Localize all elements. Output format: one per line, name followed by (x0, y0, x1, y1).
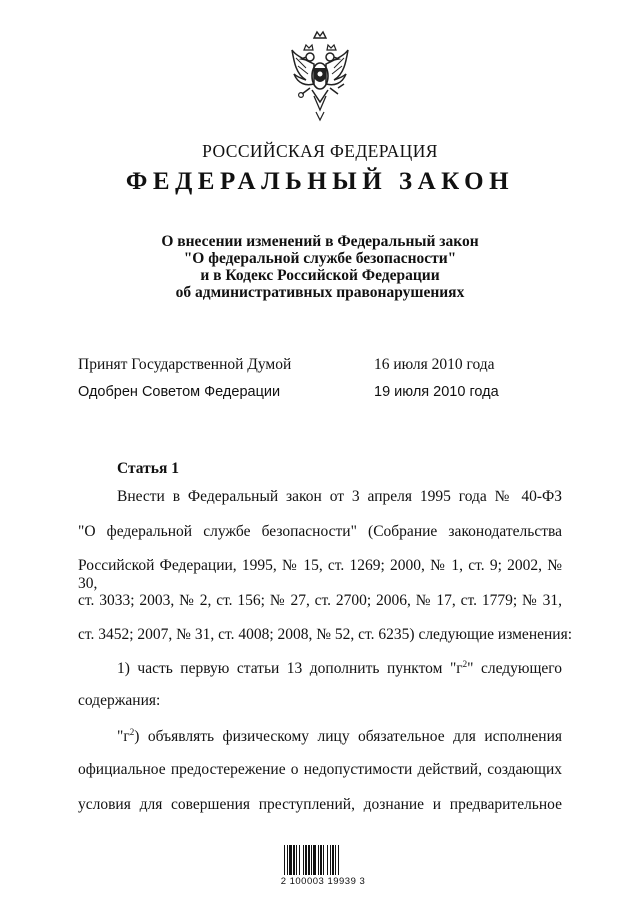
paragraph-line: "О федеральной службе безопасности" (Собрание законодательства (78, 523, 562, 540)
quote-line (117, 727, 562, 747)
barcode-bar (327, 845, 328, 875)
barcode-bar (318, 845, 319, 875)
quote-text: "$г^2$) объявлять физическому лицу обязательное для исполнения (117, 727, 562, 746)
adoption-date: 19 июля 2010 года (374, 384, 499, 400)
item-1-line (117, 659, 562, 679)
barcode-bar (311, 845, 312, 875)
barcode-number: 2 100003 19939 3 (280, 876, 366, 887)
country-heading: РОССИЙСКАЯ ФЕДЕРАЦИЯ (202, 141, 438, 161)
barcode-bar (284, 845, 285, 875)
item-1-line: содержания: (78, 692, 161, 709)
law-title (0, 233, 640, 301)
barcode-bar (308, 845, 310, 875)
barcode (284, 845, 358, 875)
barcode-bar (293, 845, 295, 875)
coat-of-arms-icon (288, 30, 352, 122)
adoption-duma (78, 356, 558, 376)
adoption-label: Принят Государственной Думой (78, 356, 292, 373)
title-line: "О федеральной службе безопасности" (183, 250, 457, 267)
barcode-bar (296, 845, 297, 875)
item-1-text: 1) часть первую статьи 13 дополнить пунктом "$г^2$" следующего (117, 659, 562, 678)
adoption-label: Одобрен Советом Федерации (78, 384, 281, 400)
quote-line: официальное предостережение о недопустимости действий, создающих (78, 761, 562, 778)
title-line: об административных правонарушениях (175, 284, 465, 301)
paragraph-line: ст. 3033; 2003, № 2, ст. 156; № 27, ст. 2700; 2006, № 17, ст. 1779; № 31, (78, 592, 562, 609)
barcode-bar (313, 845, 316, 875)
paragraph-line: ст. 3452; 2007, № 31, ст. 4008; 2008, № 52, ст. 6235) следующие изменения: (78, 626, 573, 643)
barcode-bar (287, 845, 288, 875)
barcode-bar (332, 845, 334, 875)
barcode-bar (338, 845, 339, 875)
adoption-date: 16 июля 2010 года (374, 356, 495, 373)
barcode-bar (320, 845, 322, 875)
title-line: О внесении изменений в Федеральный закон (161, 233, 479, 250)
paragraph-line: Внести в Федеральный закон от 3 апреля 1995 года № 40-ФЗ (117, 488, 562, 505)
barcode-bar (303, 845, 304, 875)
barcode-bar (330, 845, 331, 875)
title-line: и в Кодекс Российской Федерации (200, 267, 440, 284)
paragraph-line: Российской Федерации, 1995, № 15, ст. 1269; 2000, № 1, ст. 9; 2002, № 30, (78, 557, 562, 592)
adoption-council (78, 384, 558, 404)
article-heading: Статья 1 (117, 460, 179, 477)
barcode-bar (305, 845, 307, 875)
quote-line: условия для совершения преступлений, дознание и предварительное (78, 796, 562, 813)
barcode-bar (335, 845, 336, 875)
barcode-bar (299, 845, 300, 875)
barcode-bar (323, 845, 324, 875)
barcode-bar (289, 845, 292, 875)
law-type-heading: ФЕДЕРАЛЬНЫЙ ЗАКОН (125, 168, 515, 195)
